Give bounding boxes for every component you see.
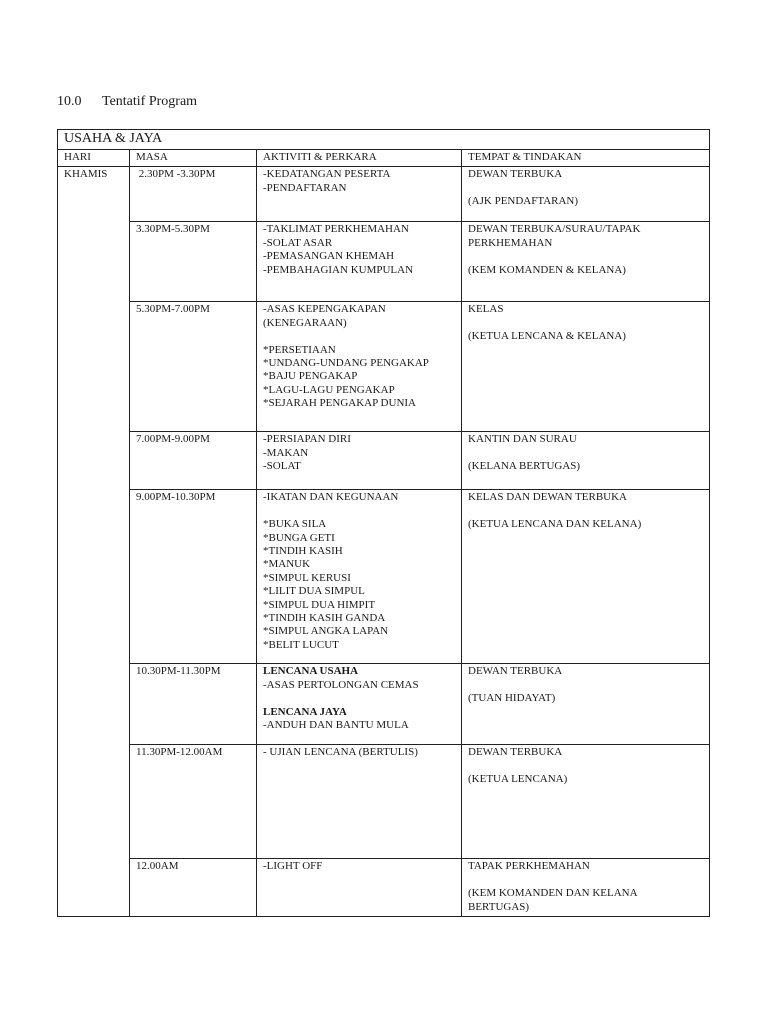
time-cell: [130, 745, 257, 859]
cell-line: *BELIT LUCUT: [263, 638, 339, 651]
cell-line: (KETUA LENCANA DAN KELANA): [468, 518, 642, 531]
table-title: USAHA & JAYA: [58, 130, 710, 150]
blank-line: [468, 874, 704, 887]
cell-line: *SIMPUL KERUSI: [263, 571, 351, 584]
time-text: 12.00AM: [136, 860, 179, 873]
table-row: [58, 432, 710, 490]
table-row: [58, 664, 710, 745]
schedule-body: [58, 167, 710, 917]
cell-line: *SIMPUL DUA HIMPIT: [263, 598, 376, 611]
time-text: 2.30PM -3.30PM: [136, 168, 216, 181]
activity-cell: [257, 490, 462, 664]
blank-line: [468, 760, 704, 773]
time-text: 10.30PM-11.30PM: [136, 665, 221, 678]
cell-line: (AJK PENDAFTARAN): [468, 195, 579, 208]
time-cell: [130, 490, 257, 664]
activity-cell: [257, 302, 462, 432]
time-text: 3.30PM-5.30PM: [136, 223, 210, 236]
header-hari: HARI: [58, 150, 130, 167]
header-aktiviti: AKTIVITI & PERKARA: [257, 150, 462, 167]
place-cell: [462, 432, 710, 490]
cell-line: BERTUGAS): [468, 900, 530, 913]
place-cell: [462, 490, 710, 664]
time-text: 9.00PM-10.30PM: [136, 491, 216, 504]
cell-line: -ANDUH DAN BANTU MULA: [263, 719, 409, 732]
cell-line: DEWAN TERBUKA: [468, 168, 563, 181]
cell-line: (KETUA LENCANA): [468, 773, 568, 786]
cell-line: -TAKLIMAT PERKHEMAHAN: [263, 223, 409, 236]
place-cell: [462, 222, 710, 302]
time-cell: [130, 222, 257, 302]
table-row: [58, 167, 710, 222]
header-tempat: TEMPAT & TINDAKAN: [462, 150, 710, 167]
cell-line: -KEDATANGAN PESERTA: [263, 168, 391, 181]
place-cell: [462, 664, 710, 745]
cell-line: *BUKA SILA: [263, 518, 327, 531]
time-text: 7.00PM-9.00PM: [136, 433, 210, 446]
cell-line: *SEJARAH PENGAKAP DUNIA: [263, 397, 416, 410]
cell-line: (KENEGARAAN): [263, 316, 347, 329]
section-heading: [57, 94, 197, 110]
activity-cell: [257, 745, 462, 859]
table-row: [58, 302, 710, 432]
time-text: 5.30PM-7.00PM: [136, 303, 210, 316]
program-table: [57, 129, 710, 917]
time-text: 11.30PM-12.00AM: [136, 746, 223, 759]
time-cell: [130, 432, 257, 490]
time-cell: [130, 859, 257, 917]
cell-line: (KELANA BERTUGAS): [468, 460, 581, 473]
cell-line: -PENDAFTARAN: [263, 181, 347, 194]
badge-heading: LENCANA JAYA: [263, 705, 347, 718]
cell-line: KELAS DAN DEWAN TERBUKA: [468, 491, 627, 504]
cell-line: (KEM KOMANDEN & KELANA): [468, 263, 626, 276]
section-number: 10.0: [57, 94, 82, 109]
table-row: [58, 222, 710, 302]
cell-line: PERKHEMAHAN: [468, 236, 553, 249]
cell-line: DEWAN TERBUKA: [468, 746, 563, 759]
place-cell: [462, 302, 710, 432]
cell-line: DEWAN TERBUKA/SURAU/TAPAK: [468, 223, 641, 236]
cell-line: *UNDANG-UNDANG PENGAKAP: [263, 357, 429, 370]
cell-line: *PERSETIAAN: [263, 343, 336, 356]
place-cell: [462, 167, 710, 222]
cell-line: *BUNGA GETI: [263, 531, 335, 544]
cell-line: DEWAN TERBUKA: [468, 665, 563, 678]
place-cell: [462, 859, 710, 917]
header-masa: MASA: [130, 150, 257, 167]
cell-line: -SOLAT ASAR: [263, 236, 333, 249]
blank-line: [468, 182, 704, 195]
cell-line: -PEMASANGAN KHEMAH: [263, 250, 395, 263]
cell-line: -PERSIAPAN DIRI: [263, 433, 351, 446]
table-row: [58, 490, 710, 664]
cell-line: *MANUK: [263, 558, 311, 571]
blank-line: [468, 317, 704, 330]
cell-line: KELAS: [468, 303, 504, 316]
blank-line: [468, 250, 704, 263]
activity-cell: [257, 859, 462, 917]
cell-line: -PEMBAHAGIAN KUMPULAN: [263, 263, 414, 276]
time-cell: [130, 167, 257, 222]
activity-cell: [257, 222, 462, 302]
time-cell: [130, 664, 257, 745]
day-cell: KHAMIS: [58, 167, 130, 917]
section-title: Tentatif Program: [102, 94, 198, 109]
blank-line: [263, 692, 456, 705]
activity-cell: [257, 664, 462, 745]
badge-heading: LENCANA USAHA: [263, 665, 359, 678]
cell-line: -ASAS KEPENGAKAPAN: [263, 303, 386, 316]
cell-line: -LIGHT OFF: [263, 860, 323, 873]
activity-cell: [257, 432, 462, 490]
cell-line: (KEM KOMANDEN DAN KELANA: [468, 887, 638, 900]
cell-line: -SOLAT: [263, 460, 301, 473]
activity-cell: [257, 167, 462, 222]
cell-line: *BAJU PENGAKAP: [263, 370, 358, 383]
cell-line: *LILIT DUA SIMPUL: [263, 585, 365, 598]
cell-line: *TINDIH KASIH: [263, 545, 343, 558]
cell-line: KANTIN DAN SURAU: [468, 433, 577, 446]
table-row: [58, 745, 710, 859]
blank-line: [263, 505, 456, 518]
cell-line: (TUAN HIDAYAT): [468, 692, 556, 705]
blank-line: [468, 679, 704, 692]
blank-line: [263, 330, 456, 343]
cell-line: TAPAK PERKHEMAHAN: [468, 860, 590, 873]
cell-line: *SIMPUL ANGKA LAPAN: [263, 625, 389, 638]
cell-line: -IKATAN DAN KEGUNAAN: [263, 491, 399, 504]
blank-line: [468, 447, 704, 460]
cell-line: -MAKAN: [263, 446, 309, 459]
cell-line: *TINDIH KASIH GANDA: [263, 612, 386, 625]
cell-line: (KETUA LENCANA & KELANA): [468, 330, 626, 343]
table-row: [58, 859, 710, 917]
cell-line: *LAGU-LAGU PENGAKAP: [263, 383, 395, 396]
cell-line: -ASAS PERTOLONGAN CEMAS: [263, 678, 419, 691]
blank-line: [468, 505, 704, 518]
place-cell: [462, 745, 710, 859]
cell-line: - UJIAN LENCANA (BERTULIS): [263, 746, 418, 759]
time-cell: [130, 302, 257, 432]
